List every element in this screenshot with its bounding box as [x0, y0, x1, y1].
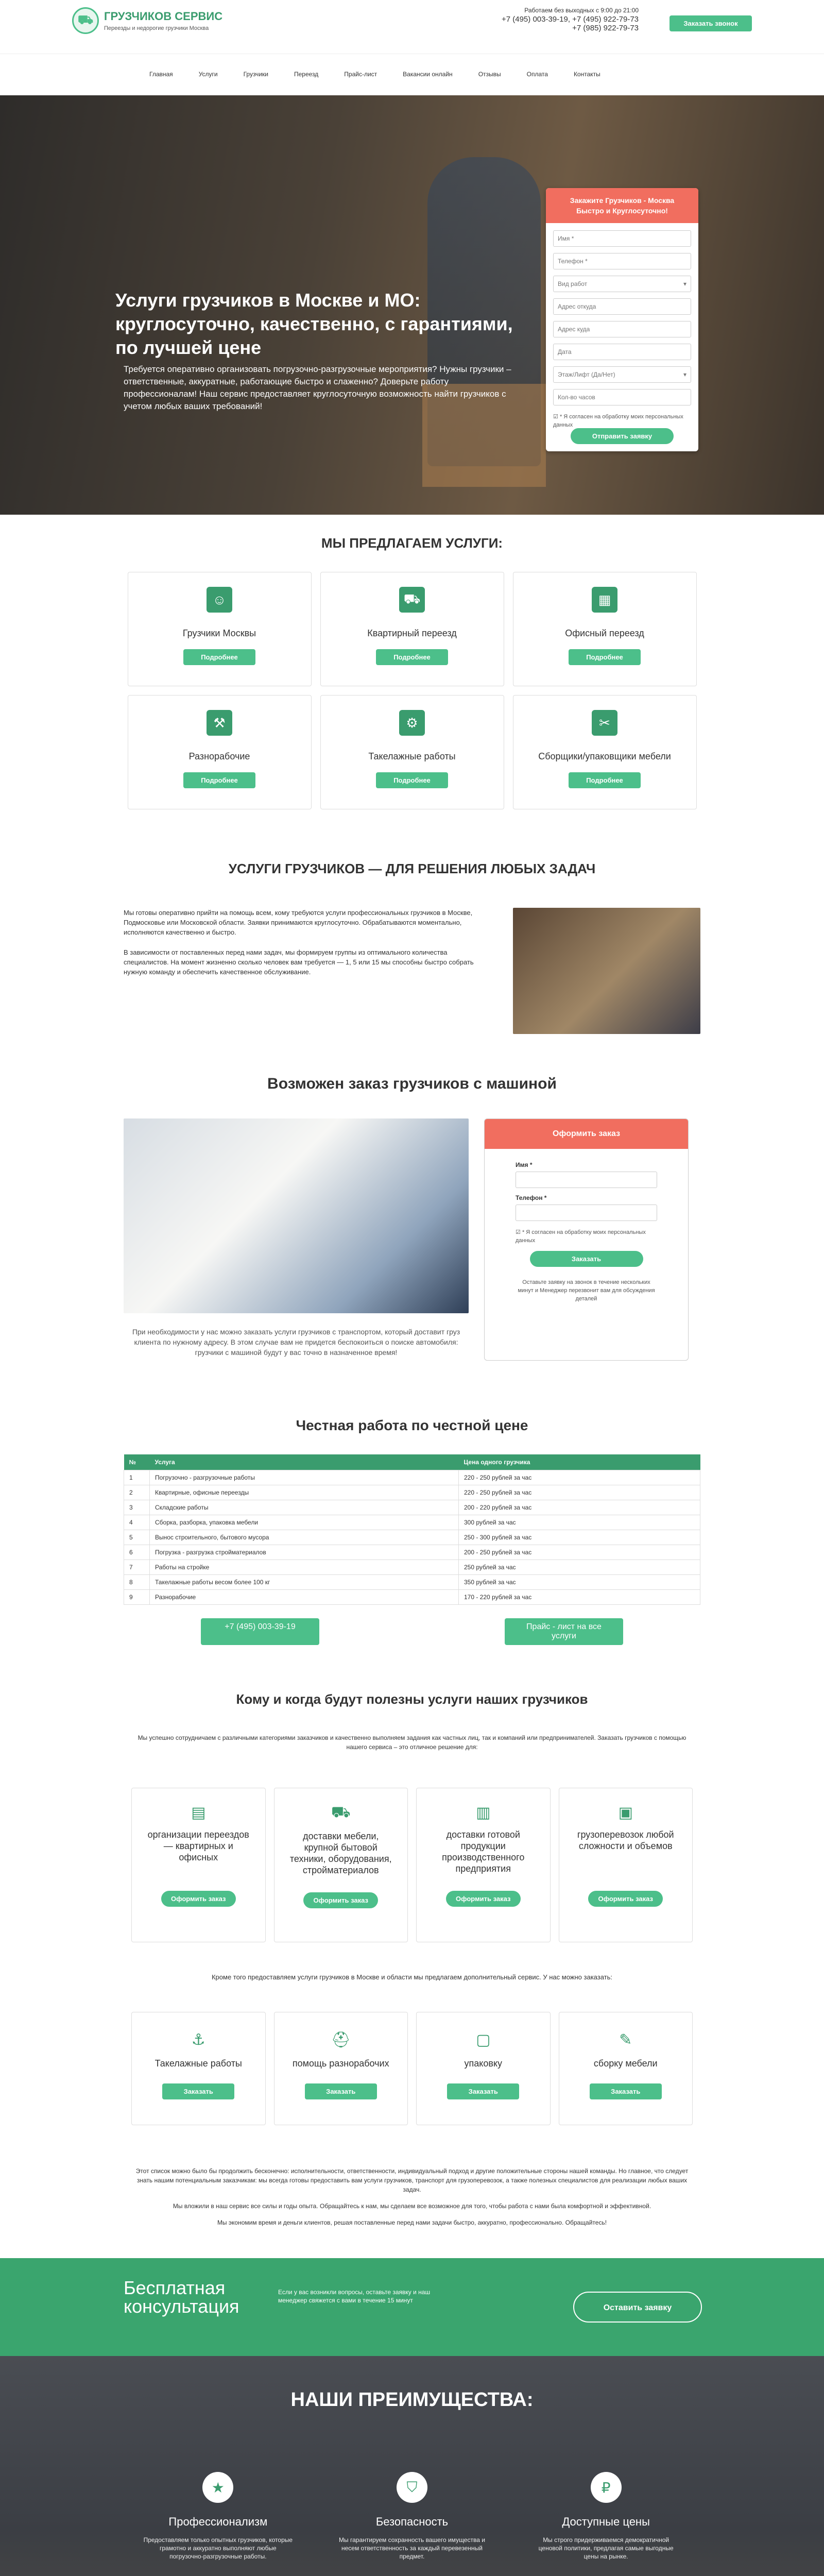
star-icon: ★ — [202, 2472, 233, 2503]
table-cell: 8 — [124, 1575, 150, 1590]
extra-order-button[interactable]: Заказать — [162, 2083, 234, 2099]
crane-icon: ⚓ — [191, 2031, 205, 2048]
leave-request-button[interactable]: Оставить заявку — [573, 2292, 702, 2323]
advantage-title: Профессионализм — [168, 2515, 268, 2528]
table-row — [124, 1500, 700, 1515]
office-icon: ▦ — [592, 587, 617, 613]
hero-description: Требуется оперативно организовать погрузочно-разгрузочные мероприятия? Нужны грузчики – ответственные, аккуратные, работающие быстро и слаженно? Доверьте работу профессионалам! Наш сервис предоставляет круглосуточную возможность найти грузчиков с учетом любых ваших требований! — [124, 364, 511, 411]
service-name: Офисный переезд — [565, 628, 644, 638]
advantage-item — [315, 2472, 509, 2561]
service-more-button[interactable]: Подробнее — [183, 649, 255, 665]
menu-item-loaders[interactable]: Грузчики — [243, 71, 268, 78]
outro-paragraph: Этот список можно было бы продолжить бесконечно: исполнительности, ответственности, индивидуальный подход и другие положительные стороны нашей команды. Но главное, что следует знать нашим потенциальным заказчикам: мы всегда готовы предоставить вам услуги грузчиков, транспорт для грузоперевозок, а также полезных специалистов для реализации любых ваших задач. — [135, 2167, 689, 2193]
hero-phone-input[interactable] — [553, 253, 691, 269]
table-cell: 250 - 300 рублей за час — [459, 1530, 700, 1545]
order-submit-button[interactable]: Заказать — [530, 1251, 643, 1267]
hero-order-form — [546, 188, 698, 451]
table-cell: 3 — [124, 1500, 150, 1515]
order-agree-checkbox[interactable] — [516, 1229, 646, 1244]
worker-icon: ☺ — [207, 587, 232, 613]
services-section — [0, 515, 824, 830]
table-cell: Складские работы — [150, 1500, 459, 1515]
hero-name-input[interactable] — [553, 230, 691, 247]
service-name: Сборщики/упаковщики мебели — [538, 751, 671, 761]
brand-name: ГРУЗЧИКОВ СЕРВИС — [104, 10, 223, 23]
consult-heading — [124, 2279, 239, 2316]
wrench-icon: ✎ — [619, 2031, 632, 2048]
service-card — [320, 695, 504, 809]
menu-item-moving[interactable]: Переезд — [294, 71, 319, 78]
table-row — [124, 1470, 700, 1485]
table-cell: 6 — [124, 1545, 150, 1560]
loaders-text — [124, 908, 492, 1034]
site-header — [0, 0, 824, 54]
menu-item-home[interactable]: Главная — [149, 71, 173, 78]
order-row — [124, 1118, 700, 1361]
checkbox-icon: ☑ — [553, 414, 558, 420]
price-buttons — [124, 1618, 700, 1645]
pricelist-button[interactable]: Прайс - лист на все услуги — [505, 1618, 623, 1645]
logo-link[interactable] — [72, 7, 222, 34]
consult-line1: Бесплатная — [124, 2277, 226, 2298]
advantage-item — [121, 2472, 315, 2561]
order-fine-print: Оставьте заявку на звонок в течение нескольких минут и Менеджер перезвонит вам для обсуждения деталей — [518, 1279, 655, 1302]
tools-icon: ✂ — [592, 710, 617, 736]
price-col-header: Услуга — [150, 1454, 459, 1470]
who-order-button[interactable]: Оформить заказ — [588, 1891, 663, 1907]
service-name: Разнорабочие — [188, 751, 250, 761]
table-row — [124, 1575, 700, 1590]
order-section — [0, 1075, 824, 1361]
order-phone-label: Телефон * — [516, 1194, 547, 1201]
service-card — [513, 695, 697, 809]
advantage-text: Предоставляем только опытных грузчиков, которые грамотно и аккуратно выполняют любые погрузочно-разгрузочные работы. — [143, 2536, 293, 2560]
hero-section — [0, 95, 824, 515]
hero-agree-checkbox[interactable] — [553, 414, 683, 428]
shovel-icon: ⚒ — [207, 710, 232, 736]
extra-service-name: сборку мебели — [593, 2058, 658, 2069]
consult-note: Если у вас возникли вопросы, оставьте заявку и наш менеджер свяжется с вами в течение 15 минут — [278, 2289, 431, 2304]
hero-agree-label: * Я согласен на обработку моих персональных данных — [553, 414, 683, 428]
price-section — [0, 1417, 824, 1645]
table-row — [124, 1485, 700, 1500]
package-icon: ▢ — [476, 2031, 491, 2048]
extra-service-name: помощь разнорабочих — [292, 2058, 389, 2069]
checkbox-icon: ☑ — [516, 1229, 521, 1235]
who-order-button[interactable]: Оформить заказ — [303, 1892, 378, 1908]
table-cell: 220 - 250 рублей за час — [459, 1485, 700, 1500]
service-more-button[interactable]: Подробнее — [569, 772, 641, 788]
advantage-text: Мы строго придерживаемся демократичной ценовой политики, предлагая самые выгодные цены на рынке. — [538, 2536, 674, 2560]
hero-to-input[interactable] — [553, 321, 691, 337]
table-row — [124, 1530, 700, 1545]
hero-submit-button[interactable]: Отправить заявку — [571, 428, 674, 444]
table-cell: 200 - 220 рублей за час — [459, 1500, 700, 1515]
hero-work-select[interactable] — [553, 276, 691, 292]
menu-item-reviews[interactable]: Отзывы — [478, 71, 501, 78]
hero-from-input[interactable] — [553, 298, 691, 315]
table-cell: 1 — [124, 1470, 150, 1485]
extra-service-card — [559, 2012, 693, 2125]
table-cell: 2 — [124, 1485, 150, 1500]
who-intro: Мы успешно сотрудничаем с различными категориями заказчиков и качественно выполняем задания как частных лиц, так и компаний или предпринимателей. Заказать грузчиков с помощью нашего сервиса – это отличное решение для: — [138, 1734, 686, 1751]
table-row — [124, 1590, 700, 1605]
table-row — [124, 1560, 700, 1575]
who-card — [416, 1788, 551, 1942]
loaders-image — [513, 908, 700, 1034]
nav-bar — [0, 54, 824, 95]
table-cell: 350 рублей за час — [459, 1575, 700, 1590]
outro-paragraph: Мы экономим время и деньги клиентов, решая поставленные перед нами задачи быстро, аккуратно, профессионально. Обращайтесь! — [217, 2219, 607, 2226]
menu-item-services[interactable]: Услуги — [198, 71, 218, 78]
cargo-icon: ▣ — [618, 1804, 633, 1821]
advantages-title: НАШИ ПРЕИМУЩЕСТВА: — [290, 2389, 534, 2411]
table-cell: Разнорабочие — [150, 1590, 459, 1605]
who-cards — [131, 1788, 693, 1942]
loaders-title: УСЛУГИ ГРУЗЧИКОВ — ДЛЯ РЕШЕНИЯ ЛЮБЫХ ЗАДАЧ — [228, 861, 596, 876]
service-card — [128, 572, 312, 686]
factory-icon: ▥ — [476, 1804, 491, 1821]
loaders-section — [0, 830, 824, 1034]
extra-service-name: упаковку — [464, 2058, 502, 2069]
advantage-title: Доступные цены — [562, 2515, 650, 2528]
order-phone-input[interactable] — [516, 1205, 657, 1221]
who-card-text: грузоперевозок любой сложности и объемов — [577, 1829, 674, 1851]
order-media — [124, 1118, 469, 1361]
order-caption: При необходимости у нас можно заказать услуги грузчиков с транспортом, который доставит груз клиента по нужному адресу. В этом случае вам не придется беспокоиться о поиске автомобиля: грузчики с машиной будут у вас точно в назначенное время! — [132, 1328, 460, 1357]
who-outro — [129, 2166, 695, 2227]
who-card-text: организации переездов — квартирных и офисных — [147, 1829, 249, 1862]
price-title: Честная работа по честной цене — [296, 1417, 528, 1433]
order-agree-label: * Я согласен на обработку моих персональных данных — [516, 1229, 646, 1244]
price-col-header: Цена одного грузчика — [459, 1454, 700, 1470]
loaders-paragraph: Мы готовы оперативно прийти на помощь всем, кому требуются услуги профессиональных грузчиков в Москве, Подмосковье или Московской области. Заявки принимаются круглосуточно. Обрабатываются моментально, исполняются качественно и быстро. — [124, 909, 473, 936]
who-card-text: доставки готовой продукции производственного предприятия — [442, 1829, 525, 1874]
hero-title: Услуги грузчиков в Москве и МО: круглосуточно, качественно, с гарантиями, по лучшей цене — [115, 290, 513, 358]
who-card — [559, 1788, 693, 1942]
who-extra-intro: Кроме того предоставляем услуги грузчиков в Москве и области мы предлагаем дополнительный сервис. У нас можно заказать: — [211, 1973, 612, 1981]
service-name: Такелажные работы — [368, 751, 456, 761]
extra-order-button[interactable]: Заказать — [305, 2083, 377, 2099]
table-cell: Такелажные работы весом более 100 кг — [150, 1575, 459, 1590]
work-select-value: Вид работ — [558, 280, 588, 287]
table-cell: 7 — [124, 1560, 150, 1575]
phone-call-button[interactable]: +7 (495) 003-39-19 — [201, 1618, 319, 1645]
order-name-label: Имя * — [516, 1161, 533, 1168]
service-card — [320, 572, 504, 686]
truck-loaders-image — [124, 1118, 469, 1313]
table-cell: 220 - 250 рублей за час — [459, 1470, 700, 1485]
extra-order-button[interactable]: Заказать — [590, 2083, 662, 2099]
table-cell: Погрузочно - разгрузочные работы — [150, 1470, 459, 1485]
table-cell: Работы на стройке — [150, 1560, 459, 1575]
loaders-row — [124, 908, 700, 1034]
furniture-icon: ⛟ — [331, 1804, 351, 1821]
extra-service-card — [416, 2012, 551, 2125]
table-cell: 170 - 220 рублей за час — [459, 1590, 700, 1605]
table-cell: 300 рублей за час — [459, 1515, 700, 1530]
hero-form-header: Закажите Грузчиков - Москва Быстро и Круглосуточно! — [546, 188, 698, 223]
truck-icon: ⛟ — [399, 587, 425, 613]
brand-tagline: Переезды и недорогие грузчики Москва — [104, 25, 209, 31]
chevron-down-icon: ▾ — [683, 371, 686, 378]
table-cell: Погрузка - разгрузка стройматериалов — [150, 1545, 459, 1560]
table-cell: Сборка, разборка, упаковка мебели — [150, 1515, 459, 1530]
advantages-section — [0, 2356, 824, 2576]
who-card — [131, 1788, 266, 1942]
hero-hours-input[interactable] — [553, 389, 691, 405]
hero-floor-select[interactable] — [553, 366, 691, 383]
consultation-banner — [0, 2258, 824, 2356]
advantage-title: Безопасность — [375, 2515, 449, 2528]
services-title-text: МЫ ПРЕДЛАГАЕМ УСЛУГИ: — [321, 535, 503, 551]
price-col-header: № — [124, 1454, 150, 1470]
header-contacts — [502, 6, 639, 32]
who-card-text: доставки мебели, крупной бытовой техники, оборудования, стройматериалов — [289, 1831, 392, 1875]
table-cell: 4 — [124, 1515, 150, 1530]
menu-item-pricelist[interactable]: Прайс-лист — [344, 71, 377, 78]
logo-badge-icon: ⛟ — [72, 7, 99, 34]
service-card — [513, 572, 697, 686]
loaders-paragraph: В зависимости от поставленных перед нами задач, мы формируем группы из оптимального количества специалистов. На момент жизненно сколько человек вам требуется — 1, 5 или 15 мы способны быстро собрать нужную команду и обеспечить качественное обслуживание. — [124, 948, 474, 976]
extra-service-name: Такелажные работы — [154, 2058, 242, 2069]
extra-service-card — [131, 2012, 266, 2125]
ruble-icon: ₽ — [591, 2472, 622, 2503]
table-cell: 250 рублей за час — [459, 1560, 700, 1575]
service-card — [128, 695, 312, 809]
service-name: Квартирный переезд — [367, 628, 457, 638]
chevron-down-icon: ▾ — [683, 280, 686, 287]
menu-item-vacancies[interactable]: Вакансии онлайн — [403, 71, 453, 78]
order-title: Возможен заказ грузчиков с машиной — [267, 1075, 557, 1092]
menu-item-contacts[interactable]: Контакты — [573, 71, 600, 78]
who-section — [0, 1691, 824, 2227]
hero-date-input[interactable] — [553, 344, 691, 360]
work-hours: Работаем без выходных с 9:00 до 21:00 — [524, 7, 639, 14]
advantage-text: Мы гарантируем сохранность вашего имущества и несем ответственность за каждый перевезенный предмет. — [339, 2536, 485, 2560]
who-order-button[interactable]: Оформить заказ — [161, 1891, 236, 1907]
services-title — [0, 515, 824, 551]
main-menu — [149, 71, 600, 78]
floor-select-value: Этаж/Лифт (Да/Нет) — [558, 371, 615, 378]
extra-order-button[interactable]: Заказать — [447, 2083, 519, 2099]
advantage-item — [509, 2472, 703, 2561]
who-card — [274, 1788, 408, 1942]
extra-service-card — [274, 2012, 408, 2125]
header-phone-mobile[interactable]: +7 (985) 922-79-73 — [572, 24, 639, 32]
consult-line2: консультация — [124, 2296, 239, 2317]
order-name-input[interactable] — [516, 1172, 657, 1188]
logo-text — [104, 10, 222, 31]
service-more-button[interactable]: Подробнее — [376, 649, 448, 665]
table-cell: Квартирные, офисные переезды — [150, 1485, 459, 1500]
callback-button[interactable]: Заказать звонок — [670, 15, 752, 31]
table-row — [124, 1545, 700, 1560]
order-form — [484, 1118, 689, 1361]
shield-icon: ⛉ — [397, 2472, 427, 2503]
service-more-button[interactable]: Подробнее — [183, 772, 255, 788]
services-grid — [128, 572, 697, 809]
service-more-button[interactable]: Подробнее — [569, 649, 641, 665]
outro-paragraph: Мы вложили в наш сервис все силы и годы опыта. Обращайтесь к нам, мы сделаем все возможное для того, чтобы работа с нами была комфортной и эффективной. — [173, 2202, 651, 2210]
office-move-icon: ▤ — [191, 1804, 206, 1821]
service-more-button[interactable]: Подробнее — [376, 772, 448, 788]
forklift-icon: ⚙ — [399, 710, 425, 736]
table-cell: 5 — [124, 1530, 150, 1545]
table-cell: Вынос строительного, бытового мусора — [150, 1530, 459, 1545]
order-form-header: Оформить заказ — [485, 1119, 688, 1149]
table-cell: 200 - 250 рублей за час — [459, 1545, 700, 1560]
menu-item-payment[interactable]: Оплата — [526, 71, 548, 78]
table-row — [124, 1515, 700, 1530]
advantages-grid — [121, 2472, 703, 2576]
table-cell: 9 — [124, 1590, 150, 1605]
who-order-button[interactable]: Оформить заказ — [446, 1891, 521, 1907]
header-phones[interactable]: +7 (495) 003-39-19, +7 (495) 922-79-73 — [501, 15, 639, 24]
who-title: Кому и когда будут полезны услуги наших грузчиков — [236, 1691, 588, 1707]
extra-services — [131, 2012, 693, 2125]
helmet-icon: ⛑ — [331, 2031, 351, 2048]
service-name: Грузчики Москвы — [182, 628, 256, 638]
price-table — [124, 1454, 700, 1605]
